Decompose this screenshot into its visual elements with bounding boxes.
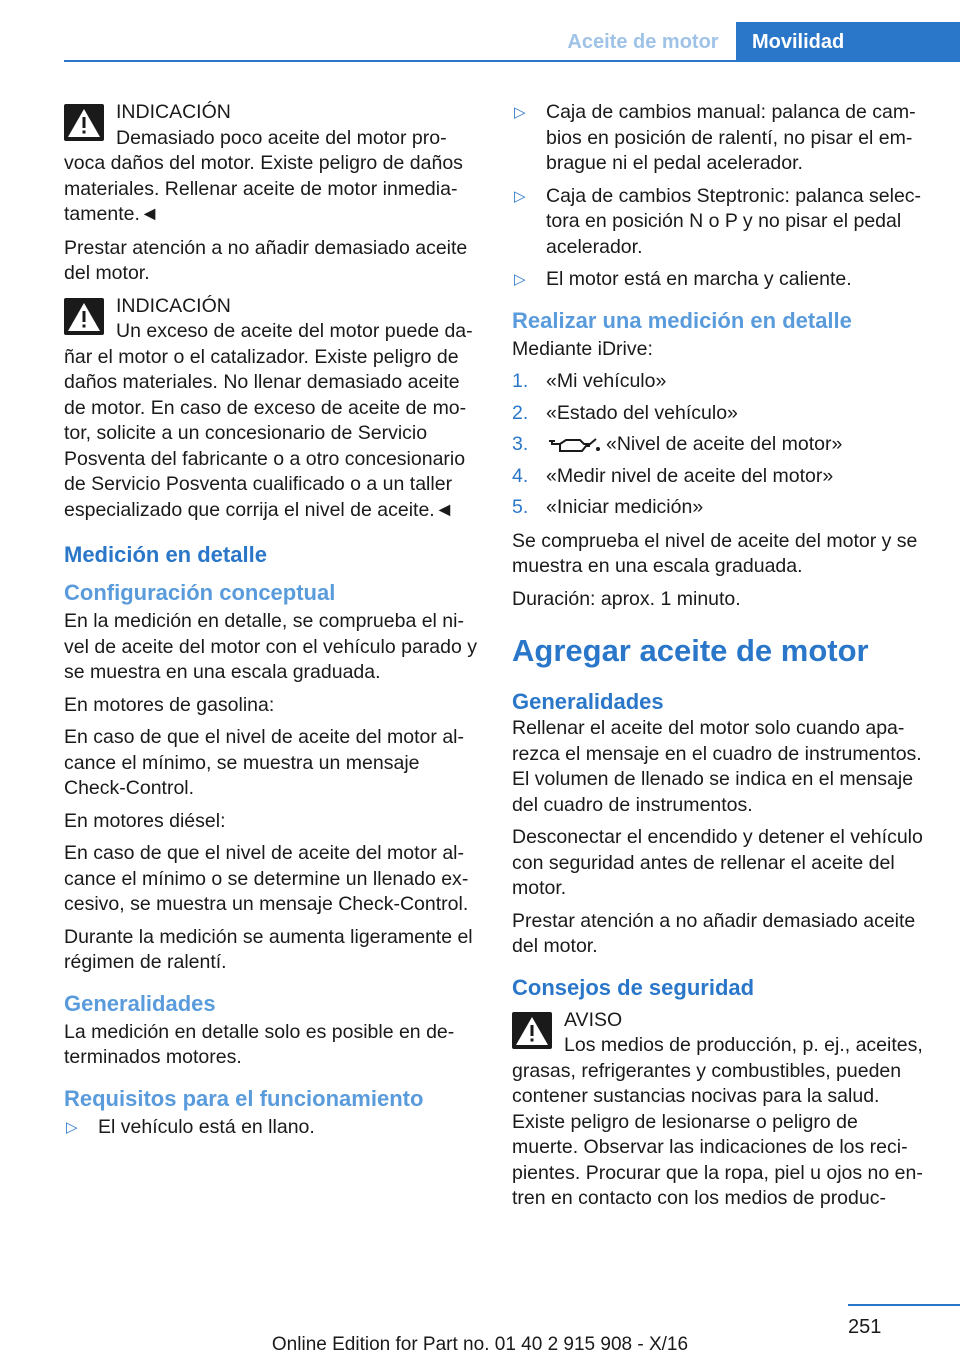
step-number: 5. — [512, 496, 529, 518]
step-item — [512, 401, 928, 427]
engine-oil-icon — [546, 436, 602, 454]
step-text: «Medir nivel de aceite del motor» — [546, 464, 834, 487]
triangle-bullet-icon: ▷ — [514, 187, 526, 205]
step-number: 1. — [512, 370, 529, 392]
steps-list — [512, 369, 928, 521]
subsection-heading: Configuración conceptual — [64, 580, 336, 605]
step-number: 3. — [512, 433, 529, 455]
list-item — [64, 1115, 480, 1141]
warning-title: AVISO — [564, 1008, 623, 1031]
paragraph: Durante la medición se aumenta ligeramente el régimen de ralentí. — [64, 925, 473, 973]
chapter-heading: Agregar aceite de motor — [512, 633, 869, 668]
step-text: «Iniciar medición» — [546, 496, 704, 518]
step-item — [512, 369, 928, 395]
paragraph: En la medición en detalle, se comprueba el nivel de aceite del motor con el vehículo parado y se muestra en una escala graduada. — [64, 610, 477, 683]
warning-block-3 — [512, 1008, 928, 1212]
requirements-list-continued — [512, 100, 928, 293]
list-item — [512, 267, 928, 293]
triangle-bullet-icon: ▷ — [514, 271, 526, 288]
subsection-heading: Realizar una medición en detalle — [512, 307, 852, 333]
subsection-heading: Generalidades — [64, 990, 216, 1016]
section-heading: Medición en detalle — [64, 542, 267, 567]
header-rule — [64, 60, 960, 62]
paragraph: Prestar atención a no añadir demasiado aceite del motor. — [64, 236, 468, 284]
warning-title: INDICACIÓN — [116, 101, 231, 123]
paragraph: En caso de que el nivel de aceite del motor alcance el mínimo o se determine un llenado excesivo, se muestra un mensaje Check-Control. — [64, 842, 469, 915]
header-section-tab: Aceite de motor — [567, 30, 719, 53]
step-text: «Nivel de aceite del motor» — [606, 433, 843, 455]
warning-block-1 — [64, 100, 480, 228]
paragraph: Mediante iDrive: — [512, 337, 653, 360]
step-text: «Mi vehículo» — [546, 370, 667, 392]
step-item — [512, 464, 928, 490]
paragraph: En caso de que el nivel de aceite del motor alcance el mínimo, se muestra un mensaje Check-Control. — [64, 726, 464, 799]
step-item — [512, 495, 928, 521]
list-item-text: Caja de cambios manual: palanca de cambios en posición de ralentí, no pisar el embrague ni el pedal acelerador. — [546, 101, 916, 174]
list-item-text: El motor está en marcha y caliente. — [546, 268, 852, 290]
warning-text: Los medios de producción, p. ej., aceites, grasas, refrigerantes y combustibles, pueden contener sustancias nocivas para la salud. Existe peligro de lesionarse o peligro de muerte. Observar las indicaciones de los recipientes. Procurar que la ropa, piel u ojos no entren en contacto con los medios de produc- — [512, 1034, 923, 1209]
triangle-bullet-icon: ▷ — [514, 104, 526, 121]
step-number: 2. — [512, 401, 529, 424]
step-text: «Estado del vehículo» — [546, 401, 738, 424]
section-heading: Consejos de seguridad — [512, 974, 755, 1000]
warning-text: Demasiado poco aceite del motor provoca daños del motor. Existe peligro de daños materiales. Rellenar aceite de motor inmediatamente.◄ — [64, 126, 463, 225]
page-number: 251 — [848, 1316, 882, 1338]
paragraph: En motores de gasolina: — [64, 693, 275, 716]
subsection-heading: Requisitos para el funcionamiento — [64, 1085, 424, 1111]
left-column — [64, 100, 480, 1148]
list-item — [512, 100, 928, 177]
paragraph: La medición en detalle solo es posible en determinados motores. — [64, 1020, 455, 1068]
paragraph: Desconectar el encendido y detener el vehículo con seguridad antes de rellenar el aceite del motor. — [512, 826, 923, 899]
warning-text: Un exceso de aceite del motor puede dañar el motor o el catalizador. Existe peligro de daños materiales. No llenar demasiado aceite de motor. En caso de exceso de aceite de motor, solicite a un concesionario de Servicio Posventa del fabricante o a otro concesionario de Servicio Posventa cualificado o a un taller especializado que corrija el nivel de aceite.◄ — [64, 320, 473, 521]
warning-icon — [64, 104, 104, 141]
list-item — [512, 184, 928, 261]
paragraph: Prestar atención a no añadir demasiado aceite del motor. — [512, 909, 916, 957]
list-item-text: Caja de cambios Steptronic: palanca selectora en posición N o P y no pisar el pedal acelerador. — [546, 184, 922, 258]
paragraph: Duración: aprox. 1 minuto. — [512, 587, 741, 610]
section-heading: Generalidades — [512, 689, 664, 714]
page-number-rule — [848, 1304, 960, 1306]
list-item-text: El vehículo está en llano. — [98, 1115, 315, 1138]
warning-title: INDICACIÓN — [116, 294, 231, 317]
warning-icon — [512, 1012, 552, 1049]
paragraph: Rellenar el aceite del motor solo cuando aparezca el mensaje en el cuadro de instrumentos. El volumen de llenado se indica en el mensaje del cuadro de instrumentos. — [512, 717, 922, 816]
header-chapter-tab: Movilidad — [736, 22, 960, 62]
paragraph: En motores diésel: — [64, 809, 226, 832]
right-column — [512, 100, 928, 1220]
step-item — [512, 432, 928, 458]
step-number: 4. — [512, 464, 529, 487]
warning-icon — [64, 298, 104, 335]
triangle-bullet-icon: ▷ — [66, 1118, 78, 1136]
paragraph: Se comprueba el nivel de aceite del motor y se muestra en una escala graduada. — [512, 529, 918, 577]
warning-block-2 — [64, 294, 480, 524]
footer-edition: Online Edition for Part no. 01 40 2 915 908 - X/16 — [271, 1334, 689, 1355]
requirements-list — [64, 1115, 480, 1141]
